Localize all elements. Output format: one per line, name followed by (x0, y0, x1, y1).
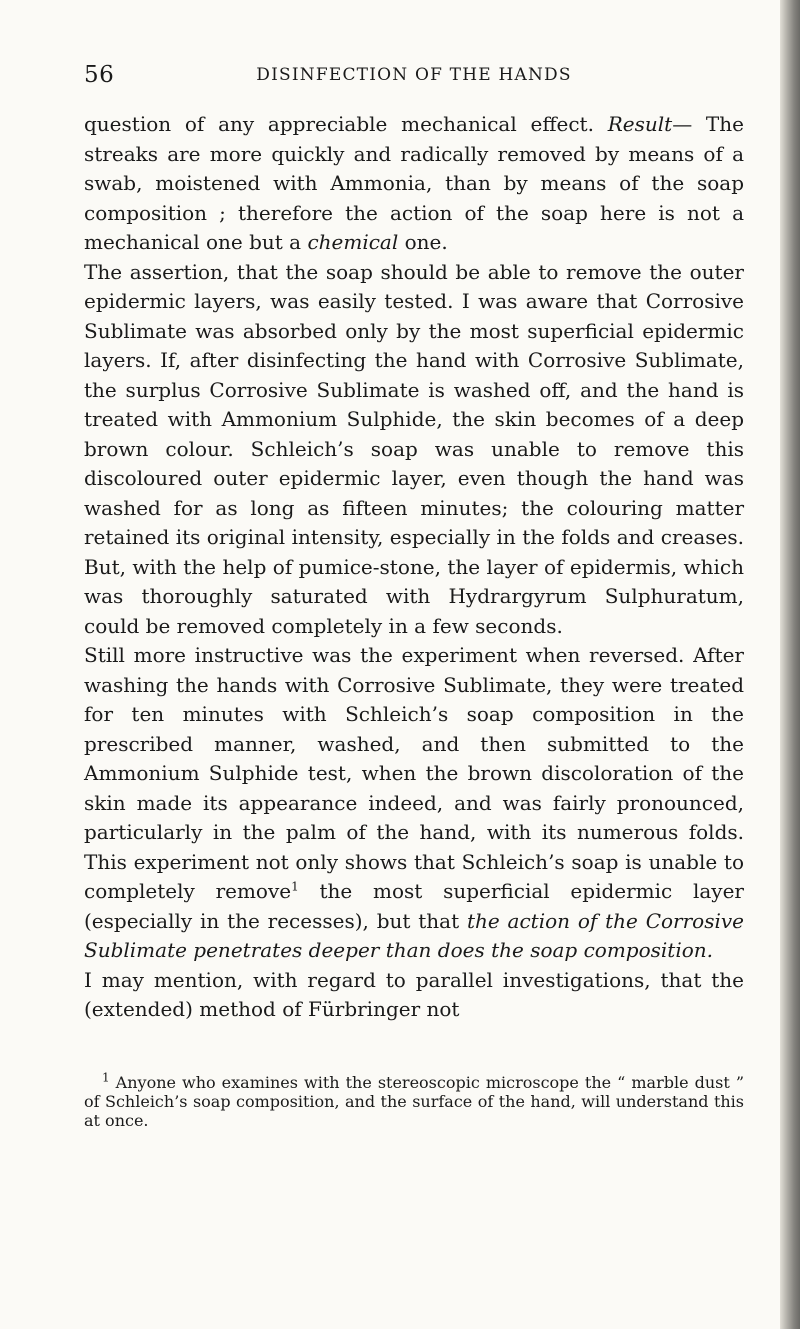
paragraph-text: one. (398, 230, 448, 254)
footnote-body: Anyone who examines with the stereoscopic microscope the “ marble dust ” of Schleich’s soap composition, and the surface of the hand, will understand this at once. (84, 1073, 744, 1130)
footnote-text (84, 1070, 744, 1130)
footnote-reference: 1 (291, 879, 299, 894)
paragraph-text: — The streaks are more quickly and radically removed by means of a swab, moistened with Ammonia, than by means of the soap composition ; therefore the action of the soap here is not a mechanical one but a (84, 112, 744, 254)
paragraph: I may mention, with regard to parallel investigations, that the (extended) method of Fürbringer not (84, 967, 744, 1021)
paragraph: The assertion, that the soap should be able to remove the outer epidermic layers, was easily tested. I was aware that Corrosive Sublimate was absorbed only by the most superficial epidermic layers. If, after disinfecting the hand with Corrosive Sublimate, the surplus Corrosive Sublimate is washed off, and the hand is treated with Ammonium Sulphide, the skin becomes of a deep brown colour. Schleich’s soap was unable to remove this discoloured outer epidermic layer, even though the hand was washed for as long as fifteen minutes; the colouring matter retained its original intensity, especially in the folds and creases. But, with the help of pumice-stone, the layer of epidermis, which was thoroughly saturated with Hydrargyrum Sulphuratum, could be removed completely in a few seconds. (84, 259, 744, 638)
body-text (84, 110, 744, 1025)
emphasis-conclusion: the action of the Corrosive Sublimate penetrates deeper than does the soap composition. (84, 908, 744, 962)
paragraph-text: the most superficial epidermic layer (especially in the recesses), but that (84, 879, 744, 933)
result-label: Result (607, 112, 673, 136)
page-edge-shadow (780, 0, 800, 1329)
paragraph (84, 110, 744, 258)
paragraph (84, 641, 744, 966)
emphasis-chemical: chemical (307, 230, 399, 254)
footnote (84, 1070, 744, 1130)
footnote-marker: 1 (102, 1070, 110, 1085)
page-header (84, 62, 744, 92)
running-head: DISINFECTION OF THE HANDS (256, 65, 572, 85)
paragraph-text: question of any appreciable mechanical effect. (84, 112, 608, 136)
paragraph-text: Still more instructive was the experiment when reversed. After washing the hands with Corrosive Sublimate, they were treated for ten minutes with Schleich’s soap composition in the prescribed manner, washed, and then submitted to the Ammonium Sulphide test, when the brown discoloration of the skin made its appearance indeed, and was fairly pronounced, particularly in the palm of the hand, with its numerous folds. This experiment not only shows that Schleich’s soap is unable to completely remove (84, 643, 744, 903)
page-number: 56 (84, 62, 115, 88)
